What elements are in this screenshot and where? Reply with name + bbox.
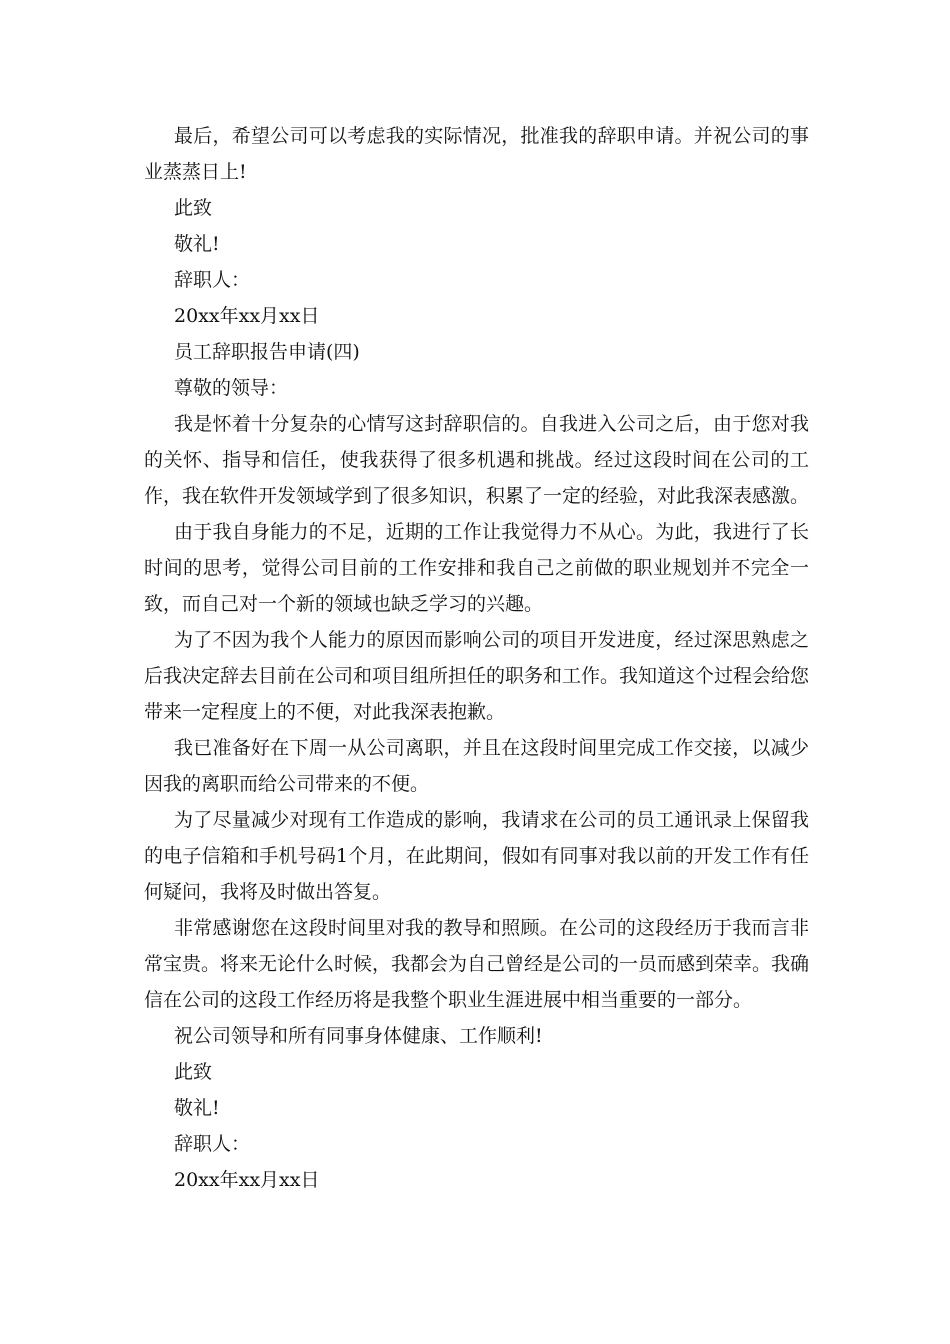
paragraph-closing-wish: 最后，希望公司可以考虑我的实际情况，批准我的辞职申请。并祝公司的事业蒸蒸日上!	[144, 125, 809, 183]
paragraph-reason: 由于我自身能力的不足，近期的工作让我觉得力不从心。为此，我进行了长时间的思考，觉得公司目前的工作安排和我自己之前做的职业规划并不完全一致，而自己对一个新的领域也缺乏学习的兴趣。	[144, 521, 809, 615]
section-title: 员工辞职报告申请(四)	[174, 341, 360, 363]
salutation-jingli-2: 敬礼!	[174, 1097, 220, 1119]
greeting: 尊敬的领导：	[174, 377, 289, 399]
signature-label-2: 辞职人：	[174, 1133, 251, 1155]
date-line: 20xx年xx月xx日	[174, 305, 320, 327]
paragraph-blessing: 祝公司领导和所有同事身体健康、工作顺利!	[174, 1025, 543, 1047]
salutation-cizhi: 此致	[174, 197, 213, 219]
paragraph-decision: 为了不因为我个人能力的原因而影响公司的项目开发进度，经过深思熟虑之后我决定辞去目前在公司和项目组所担任的职务和工作。我知道这个过程会给您带来一定程度上的不便，对此我深表抱歉。	[144, 629, 810, 723]
signature-label: 辞职人：	[174, 269, 251, 291]
document-body	[144, 118, 809, 1198]
salutation-cizhi-2: 此致	[174, 1061, 213, 1083]
paragraph-contact: 为了尽量减少对现有工作造成的影响，我请求在公司的员工通讯录上保留我的电子信箱和手机号码1个月，在此期间，假如有同事对我以前的开发工作有任何疑问，我将及时做出答复。	[144, 809, 809, 903]
paragraph-thanks: 非常感谢您在这段时间里对我的教导和照顾。在公司的这段经历于我而言非常宝贵。将来无论什么时候，我都会为自己曾经是公司的一员而感到荣幸。我确信在公司的这段工作经历将是我整个职业生涯进展中相当重要的一部分。	[144, 917, 810, 1011]
paragraph-handover: 我已准备好在下周一从公司离职，并且在这段时间里完成工作交接，以减少因我的离职而给公司带来的不便。	[144, 737, 809, 795]
date-line-2: 20xx年xx月xx日	[174, 1169, 320, 1191]
paragraph-intro: 我是怀着十分复杂的心情写这封辞职信的。自我进入公司之后，由于您对我的关怀、指导和信任，使我获得了很多机遇和挑战。经过这段时间在公司的工作，我在软件开发领域学到了很多知识，积累了一定的经验，对此我深表感激。	[144, 413, 810, 507]
salutation-jingli: 敬礼!	[174, 233, 220, 255]
